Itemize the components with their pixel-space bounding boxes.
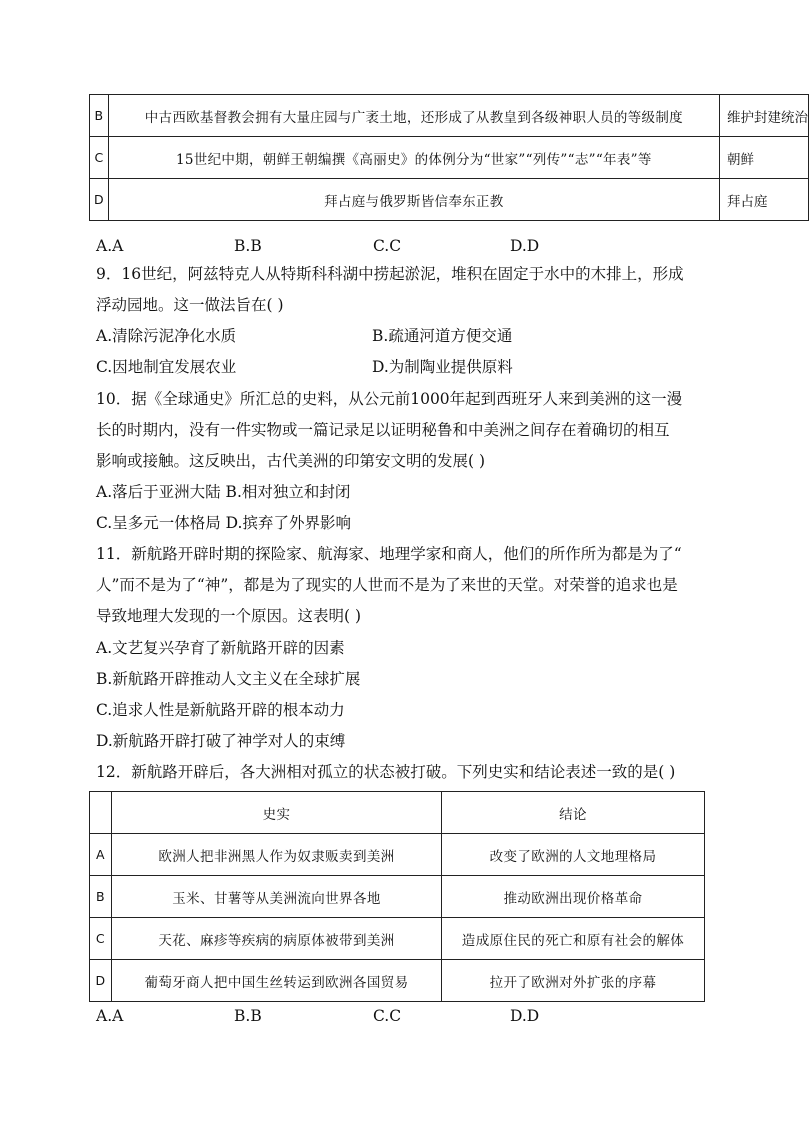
q8-table bbox=[89, 94, 809, 221]
option-d[interactable]: D.D bbox=[510, 237, 540, 255]
option-c[interactable]: C.C bbox=[373, 1007, 402, 1025]
conclusion-cell: 维护封建统治 bbox=[720, 95, 809, 137]
q11-stem-line: 11．新航路开辟时期的探险家、航海家、地理学家和商人，他们的所作所为都是为了“ bbox=[96, 545, 682, 563]
fact-cell: 15世纪中期，朝鲜王朝编撰《高丽史》的体例分为“世家”“列传”“志”“年表”等 bbox=[108, 137, 719, 179]
table-header-row bbox=[90, 792, 705, 834]
fact-cell: 玉米、甘薯等从美洲流向世界各地 bbox=[112, 876, 442, 918]
option-d[interactable]: D.D bbox=[510, 1007, 540, 1025]
option-a[interactable]: A.A bbox=[96, 1007, 124, 1025]
option-a[interactable]: A.A bbox=[96, 237, 124, 255]
q9-stem-line: 浮动园地。这一做法旨在( ) bbox=[96, 296, 284, 314]
table-row bbox=[90, 95, 809, 137]
table-row bbox=[90, 960, 705, 1002]
conclusion-cell: 造成原住民的死亡和原有社会的解体 bbox=[442, 918, 705, 960]
conclusion-cell: 改变了欧洲的人文地理格局 bbox=[442, 834, 705, 876]
fact-cell: 葡萄牙商人把中国生丝转运到欧洲各国贸易 bbox=[112, 960, 442, 1002]
q11-option-b[interactable]: B.新航路开辟推动人文主义在全球扩展 bbox=[96, 670, 361, 688]
table-row bbox=[90, 876, 705, 918]
q11-option-c[interactable]: C.追求人性是新航路开辟的根本动力 bbox=[96, 701, 345, 719]
table-row bbox=[90, 918, 705, 960]
q9-option-b[interactable]: B.疏通河道方便交通 bbox=[372, 327, 513, 345]
row-label: D bbox=[90, 960, 112, 1002]
q9-stem-line: 9．16世纪，阿兹特克人从特斯科科湖中捞起淤泥，堆积在固定于水中的木排上，形成 bbox=[96, 265, 684, 283]
option-b[interactable]: B.B bbox=[234, 237, 262, 255]
table-row bbox=[90, 137, 809, 179]
option-b[interactable]: B.B bbox=[234, 1007, 262, 1025]
q9-option-c[interactable]: C.因地制宜发展农业 bbox=[96, 358, 237, 376]
q9-option-d[interactable]: D.为制陶业提供原料 bbox=[372, 358, 513, 376]
fact-cell: 欧洲人把非洲黑人作为奴隶贩卖到美洲 bbox=[112, 834, 442, 876]
conclusion-cell: 拉开了欧洲对外扩张的序幕 bbox=[442, 960, 705, 1002]
q9-option-a[interactable]: A.清除污泥净化水质 bbox=[96, 327, 237, 345]
q10-stem-line: 10．据《全球通史》所汇总的史料，从公元前1000年起到西班牙人来到美洲的这一漫 bbox=[96, 390, 683, 408]
q11-stem-line: 导致地理大发现的一个原因。这表明( ) bbox=[96, 607, 362, 625]
q11-stem-line: 人”而不是为了“神”，都是为了现实的人世而不是为了来世的天堂。对荣誉的追求也是 bbox=[96, 576, 678, 594]
fact-cell: 天花、麻疹等疾病的病原体被带到美洲 bbox=[112, 918, 442, 960]
q10-stem-line: 影响或接触。这反映出，古代美洲的印第安文明的发展( ) bbox=[96, 452, 486, 470]
table-row bbox=[90, 179, 809, 221]
header-fact: 史实 bbox=[112, 792, 442, 834]
q11-option-a[interactable]: A.文艺复兴孕育了新航路开辟的因素 bbox=[96, 639, 345, 657]
option-c[interactable]: C.C bbox=[373, 237, 402, 255]
row-label: C bbox=[90, 918, 112, 960]
row-label: A bbox=[90, 834, 112, 876]
row-label: C bbox=[90, 137, 109, 179]
conclusion-cell: 推动欧洲出现价格革命 bbox=[442, 876, 705, 918]
table-row bbox=[90, 834, 705, 876]
fact-cell: 拜占庭与俄罗斯皆信奉东正教 bbox=[108, 179, 719, 221]
header-conclusion: 结论 bbox=[442, 792, 705, 834]
row-label: D bbox=[90, 179, 109, 221]
q10-options-ab[interactable]: A.落后于亚洲大陆 B.相对独立和封闭 bbox=[96, 483, 351, 501]
row-label: B bbox=[90, 95, 109, 137]
q12-table bbox=[89, 791, 705, 1002]
conclusion-cell: 朝鲜 bbox=[720, 137, 809, 179]
fact-cell: 中古西欧基督教会拥有大量庄园与广袤土地，还形成了从教皇到各级神职人员的等级制度 bbox=[108, 95, 719, 137]
q12-stem: 12．新航路开辟后，各大洲相对孤立的状态被打破。下列史实和结论表述一致的是( ) bbox=[96, 763, 676, 781]
row-label: B bbox=[90, 876, 112, 918]
conclusion-cell: 拜占庭 bbox=[720, 179, 809, 221]
q10-options-cd[interactable]: C.呈多元一体格局 D.摈弃了外界影响 bbox=[96, 514, 351, 532]
q10-stem-line: 长的时期内，没有一件实物或一篇记录足以证明秘鲁和中美洲之间存在着确切的相互 bbox=[96, 421, 670, 439]
q11-option-d[interactable]: D.新航路开辟打破了神学对人的束缚 bbox=[96, 732, 346, 750]
